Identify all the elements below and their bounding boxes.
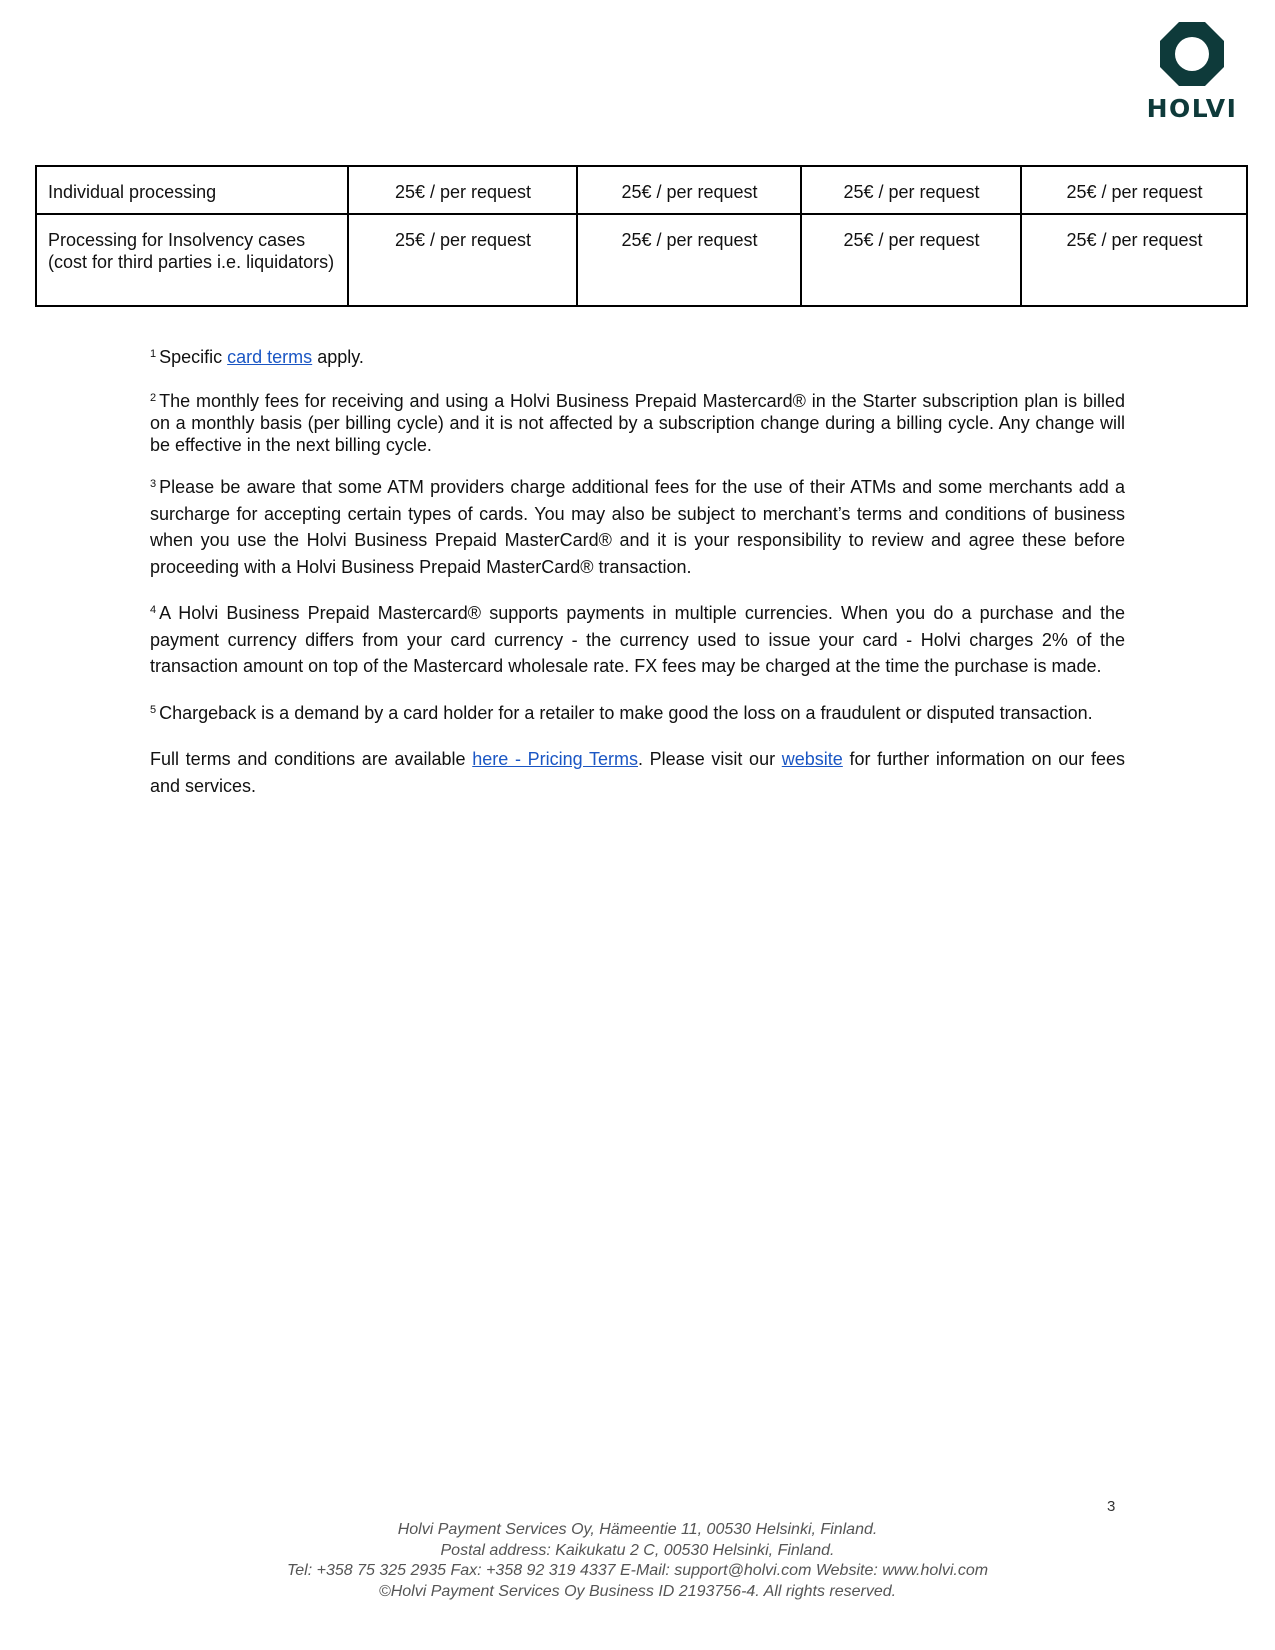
footnote-marker: 3 xyxy=(150,478,157,490)
page-footer xyxy=(0,1520,1275,1602)
fee-cell: 25€ / per request xyxy=(801,214,1021,306)
footnote-text: The monthly fees for receiving and using a Holvi Business Prepaid Mastercard® in the Starter subscription plan is billed on a monthly basis (per billing cycle) and it is not affected by a subscription change during a billing cycle. Any change will be effective in the next billing cycle. xyxy=(150,391,1125,455)
footer-copyright: ©Holvi Payment Services Oy Business ID 2193756-4. All rights reserved. xyxy=(378,1582,897,1600)
fee-cell: 25€ / per request xyxy=(1021,214,1247,306)
footnote-5 xyxy=(150,700,1125,727)
footnote-text: Please be aware that some ATM providers charge additional fees for the use of their ATMs and some merchants add a surcharge for accepting certain types of cards. You may also be subject to merchant’s terms and conditions of business when you use the Holvi Business Prepaid MasterCard® and it is your responsibility to review and agree these before proceeding with a Holvi Business Prepaid MasterCard® transaction. xyxy=(150,477,1125,577)
fee-cell: 25€ / per request xyxy=(577,214,801,306)
closing-text: Full terms and conditions are available xyxy=(150,749,473,769)
footer-contact: Tel: +358 75 325 2935 Fax: +358 92 319 4337 E-Mail: support@holvi.com Website: www.holvi.com xyxy=(286,1562,989,1579)
pricing-terms-link[interactable]: here - Pricing Terms xyxy=(472,749,638,769)
footnote-3 xyxy=(150,474,1125,580)
logo-wordmark: HOLVI xyxy=(1146,94,1238,123)
footnote-marker: 1 xyxy=(150,348,157,360)
footnote-text: Chargeback is a demand by a card holder for a retailer to make good the loss on a fraudulent or disputed transaction. xyxy=(159,702,1093,723)
footnote-text: Specific xyxy=(159,347,228,367)
website-link[interactable]: website xyxy=(781,749,843,769)
row-label: Processing for Insolvency cases (cost for third parties i.e. liquidators) xyxy=(36,214,348,306)
fee-cell: 25€ / per request xyxy=(1021,166,1247,214)
closing-text: . Please visit our xyxy=(637,749,782,769)
table-row xyxy=(36,214,1247,306)
table-row xyxy=(36,166,1247,214)
footnote-marker: 4 xyxy=(150,604,157,616)
footer-postal-address: Postal address: Kaikukatu 2 C, 00530 Helsinki, Finland. xyxy=(440,1541,835,1559)
footnote-2 xyxy=(150,390,1125,456)
holvi-logo xyxy=(1142,20,1242,132)
footnote-text: A Holvi Business Prepaid Mastercard® supports payments in multiple currencies. When you do a purchase and the payment currency differs from your card currency - the currency used to issue your card - Holvi charges 2% of the transaction amount on top of the Mastercard wholesale rate. FX fees may be charged at the time the purchase is made. xyxy=(150,603,1125,676)
fee-table xyxy=(35,165,1248,307)
page-number: 3 xyxy=(1107,1498,1116,1515)
footnotes xyxy=(150,346,1125,799)
footnote-marker: 5 xyxy=(150,703,157,716)
fee-cell: 25€ / per request xyxy=(577,166,801,214)
footer-address: Holvi Payment Services Oy, Hämeentie 11, 00530 Helsinki, Finland. xyxy=(397,1521,878,1538)
fee-cell: 25€ / per request xyxy=(801,166,1021,214)
closing-paragraph xyxy=(150,746,1125,799)
fee-cell: 25€ / per request xyxy=(348,166,577,214)
holvi-octagon-icon xyxy=(1158,20,1226,88)
row-label: Individual processing xyxy=(36,166,348,214)
footnote-marker: 2 xyxy=(150,392,157,404)
footnote-1 xyxy=(150,346,1125,368)
fee-cell: 25€ / per request xyxy=(348,214,577,306)
footnote-4 xyxy=(150,600,1125,680)
closing-text: for further information on our fees and services. xyxy=(150,749,1125,796)
footnote-text: apply. xyxy=(312,347,364,367)
card-terms-link[interactable]: card terms xyxy=(227,347,313,367)
